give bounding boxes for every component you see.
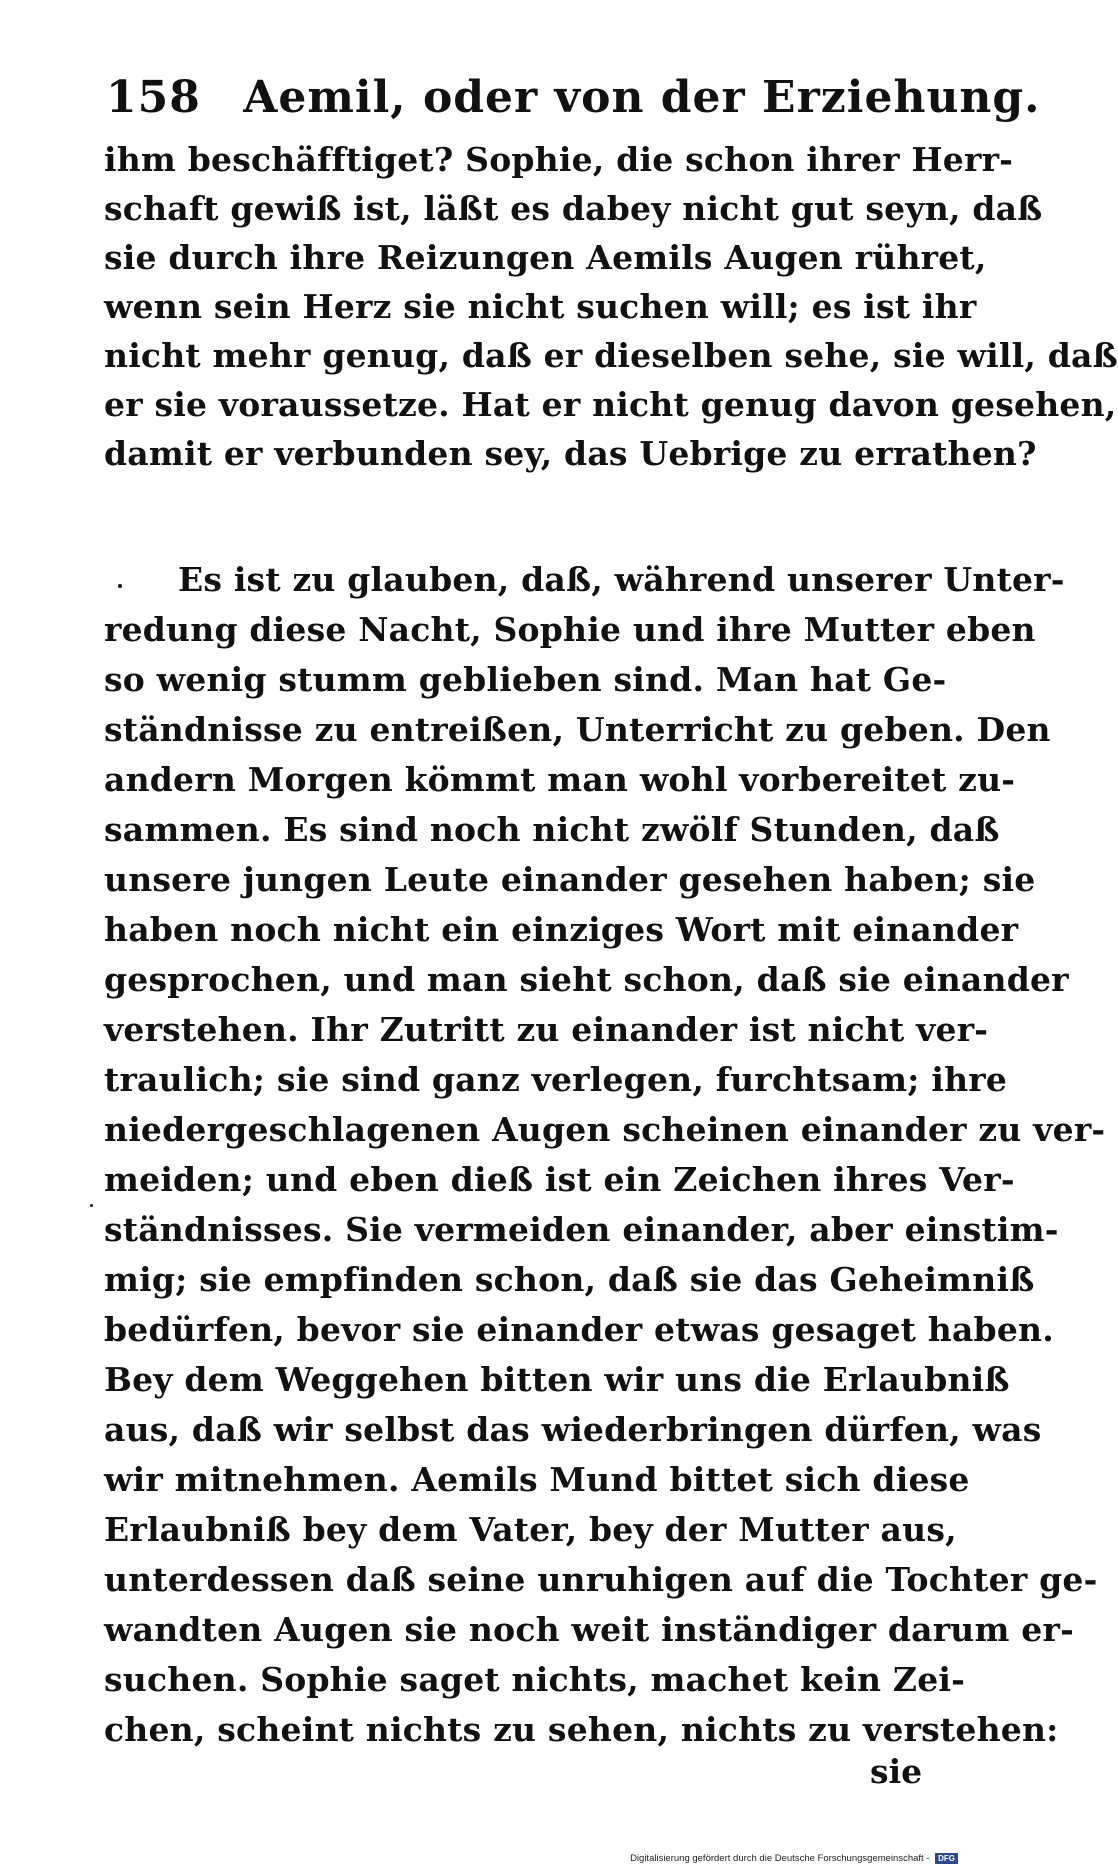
text-line: ihm beschäfftiget? Sophie, die schon ihrer Herr-	[104, 140, 1014, 179]
text-line: aus, daß wir selbst das wiederbringen dürfen, was	[104, 1410, 1042, 1449]
text-line: niedergeschlagenen Augen scheinen einander zu ver-	[104, 1110, 1106, 1149]
text-line: verstehen. Ihr Zutritt zu einander ist nicht ver-	[104, 1010, 989, 1049]
text-line: redung diese Nacht, Sophie und ihre Mutter eben	[104, 610, 1036, 649]
ink-speck	[118, 584, 122, 588]
text-line: wir mitnehmen. Aemils Mund bittet sich diese	[104, 1460, 970, 1499]
text-line: sie durch ihre Reizungen Aemils Augen rühret,	[104, 238, 987, 277]
catchword: sie	[870, 1752, 923, 1791]
text-line: andern Morgen kömmt man wohl vorbereitet zu-	[104, 760, 1016, 799]
text-line: so wenig stumm geblieben sind. Man hat Ge-	[104, 660, 947, 699]
credit-text: Digitalisierung gefördert durch die Deutsche Forschungsgemeinschaft -	[630, 1853, 930, 1865]
text-line: unsere jungen Leute einander gesehen haben; sie	[104, 860, 1036, 899]
text-line: wenn sein Herz sie nicht suchen will; es ist ihr	[104, 287, 977, 326]
text-line: ständnisses. Sie vermeiden einander, aber einstim-	[104, 1210, 1059, 1249]
text-line: wandten Augen sie noch weit inständiger darum er-	[104, 1610, 1074, 1649]
running-title: Aemil, oder von der Erziehung.	[243, 72, 1041, 123]
text-line: bedürfen, bevor sie einander etwas gesaget haben.	[104, 1310, 1054, 1349]
text-line: sammen. Es sind noch nicht zwölf Stunden, daß	[104, 810, 1000, 849]
digitization-credit	[630, 1853, 958, 1864]
text-line: unterdessen daß seine unruhigen auf die Tochter ge-	[104, 1560, 1098, 1599]
text-line: Bey dem Weggehen bitten wir uns die Erlaubniß	[104, 1360, 1010, 1399]
text-line: ständnisse zu entreißen, Unterricht zu geben. Den	[104, 710, 1051, 749]
text-line: Erlaubniß bey dem Vater, bey der Mutter aus,	[104, 1510, 957, 1549]
text-line: schaft gewiß ist, läßt es dabey nicht gut seyn, daß	[104, 189, 1043, 228]
text-line: haben noch nicht ein einziges Wort mit einander	[104, 910, 1019, 949]
text-line: chen, scheint nichts zu sehen, nichts zu verstehen:	[104, 1710, 1059, 1749]
dfg-logo: DFG	[935, 1853, 958, 1864]
ink-speck	[90, 1204, 93, 1207]
text-line: mig; sie empfinden schon, daß sie das Geheimniß	[104, 1260, 1035, 1299]
text-line: traulich; sie sind ganz verlegen, furchtsam; ihre	[104, 1060, 1008, 1099]
text-line: suchen. Sophie saget nichts, machet kein Zei-	[104, 1660, 966, 1699]
text-line: Es ist zu glauben, daß, während unserer Unter-	[178, 560, 1065, 599]
text-line: meiden; und eben dieß ist ein Zeichen ihres Ver-	[104, 1160, 1015, 1199]
text-line: damit er verbunden sey, das Uebrige zu errathen?	[104, 434, 1037, 473]
text-line: gesprochen, und man sieht schon, daß sie einander	[104, 960, 1069, 999]
text-line: nicht mehr genug, daß er dieselben sehe, sie will, daß	[104, 336, 1118, 375]
page-number: 158	[106, 72, 201, 123]
running-head	[106, 72, 1041, 123]
text-line: er sie voraussetze. Hat er nicht genug davon gesehen,	[104, 385, 1117, 424]
